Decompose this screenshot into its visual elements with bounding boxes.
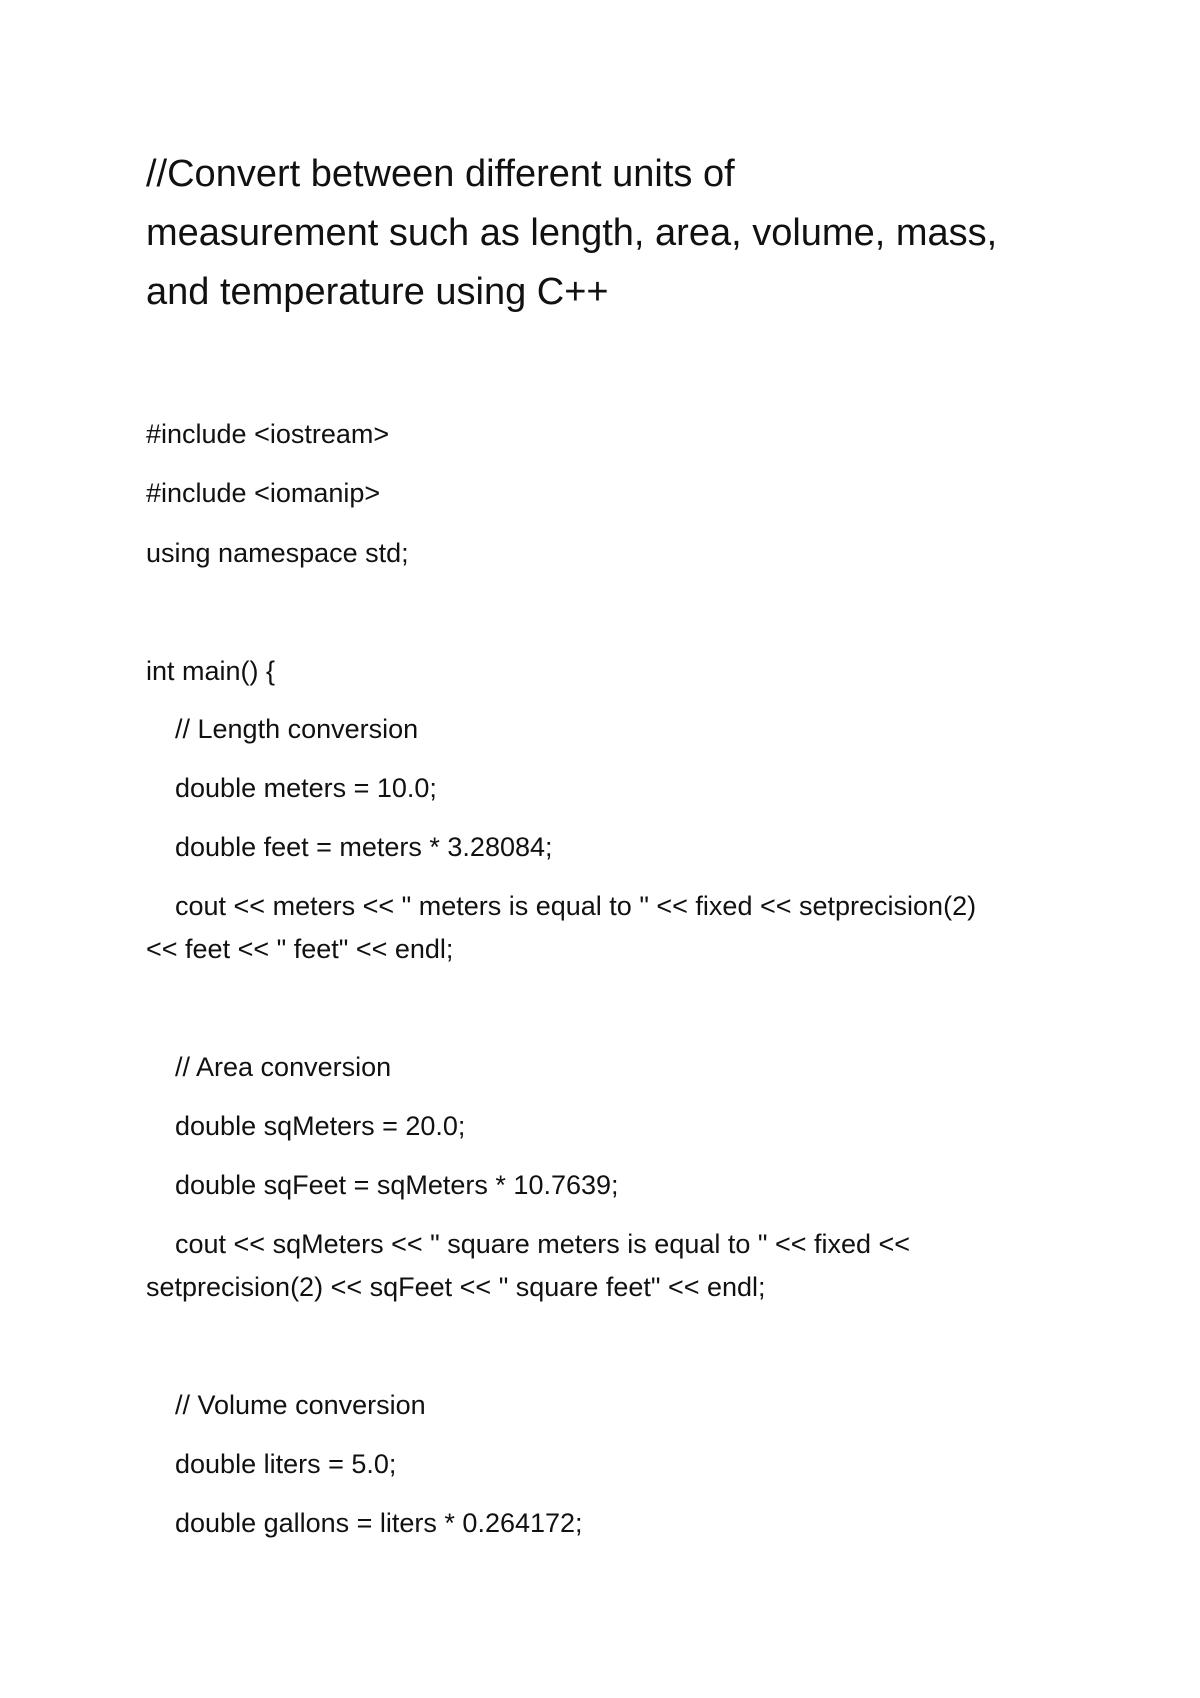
code-line-length-cout-2: << feet << " feet" << endl; [146,934,454,964]
code-line-feet: double feet = meters * 3.28084; [175,832,553,862]
code-line-area-cout-1: cout << sqMeters << " square meters is equal to " << fixed << [175,1229,911,1259]
heading-line-3: and temperature using C++ [146,271,609,313]
code-line-include-iomanip: #include <iomanip> [146,478,381,508]
document-heading [146,145,1086,322]
code-line-liters: double liters = 5.0; [175,1449,397,1479]
code-line-using-namespace: using namespace std; [146,538,409,568]
code-line-sqmeters: double sqMeters = 20.0; [175,1111,466,1141]
code-comment-volume: // Volume conversion [175,1390,426,1420]
heading-line-2: measurement such as length, area, volume, mass, [146,212,998,254]
code-line-main-open: int main() { [146,656,276,686]
code-comment-length: // Length conversion [175,714,419,744]
heading-line-1: //Convert between different units of [146,153,735,195]
code-line-length-cout-1: cout << meters << " meters is equal to " << fixed << setprecision(2) [175,891,977,921]
code-line-gallons: double gallons = liters * 0.264172; [175,1508,583,1538]
code-line-area-cout-2: setprecision(2) << sqFeet << " square feet" << endl; [146,1272,766,1302]
code-line-sqfeet: double sqFeet = sqMeters * 10.7639; [175,1170,619,1200]
code-line-include-iostream: #include <iostream> [146,419,390,449]
code-comment-area: // Area conversion [175,1052,392,1082]
code-line-meters: double meters = 10.0; [175,773,437,803]
